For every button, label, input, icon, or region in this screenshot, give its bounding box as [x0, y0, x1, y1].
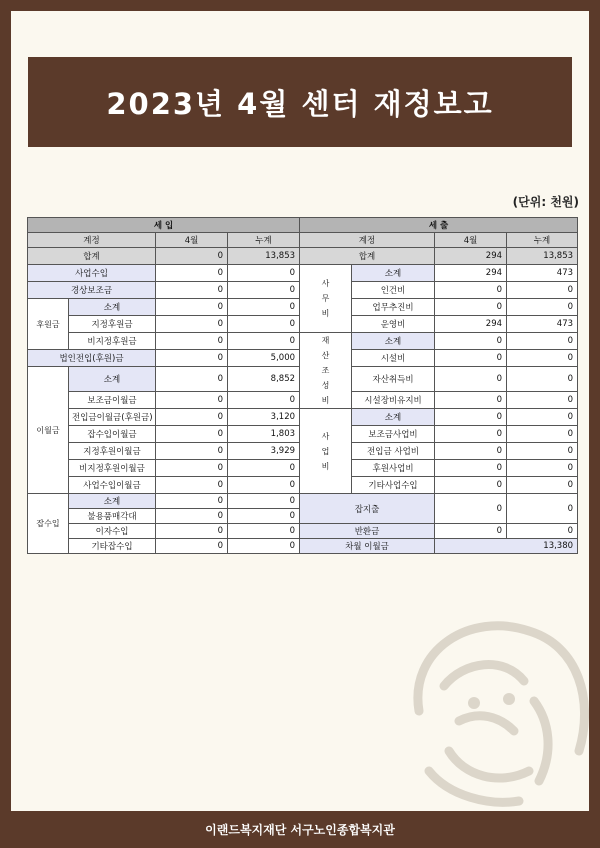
carryover-subtotal-label: 소계 — [69, 367, 156, 392]
report-page — [11, 11, 589, 811]
asset-acquisition-label: 자산취득비 — [352, 367, 435, 392]
business-carryover-label: 사업수입이월금 — [69, 477, 156, 494]
income-total-label: 합계 — [28, 248, 156, 265]
corporate-transfer-label: 법인전입(후원)금 — [28, 350, 156, 367]
misc-subtotal-label: 소계 — [69, 494, 156, 509]
finance-table — [27, 217, 578, 554]
misc-expense-month: 0 — [435, 494, 507, 524]
designated-donation-cum: 0 — [228, 316, 300, 333]
business-carryover-month: 0 — [156, 477, 228, 494]
title-banner — [28, 57, 572, 147]
designated-carryover-cum: 3,929 — [228, 443, 300, 460]
subsidy-program-cum: 0 — [507, 426, 578, 443]
undesignated-carryover-cum: 0 — [228, 460, 300, 477]
equipment-maintenance-month: 0 — [435, 392, 507, 409]
donation-program-month: 0 — [435, 460, 507, 477]
transfer-carryover-cum: 3,120 — [228, 409, 300, 426]
subsidy-program-label: 보조금사업비 — [352, 426, 435, 443]
other-misc-month: 0 — [156, 539, 228, 554]
business-income-month: 0 — [156, 265, 228, 282]
transfer-program-label: 전입금 사업비 — [352, 443, 435, 460]
carryover-subtotal-cum: 8,852 — [228, 367, 300, 392]
asset-acquisition-month: 0 — [435, 367, 507, 392]
refund-month: 0 — [435, 524, 507, 539]
transfer-carryover-month: 0 — [156, 409, 228, 426]
income-total-cum: 13,853 — [228, 248, 300, 265]
undesignated-carryover-month: 0 — [156, 460, 228, 477]
undesignated-donation-month: 0 — [156, 333, 228, 350]
business-promotion-label: 업무추진비 — [352, 299, 435, 316]
income-total-month: 0 — [156, 248, 228, 265]
expense-total-cum: 13,853 — [507, 248, 578, 265]
personnel-label: 인건비 — [352, 282, 435, 299]
undesignated-donation-label: 비지정후원금 — [69, 333, 156, 350]
footer-org-name: 이랜드복지재단 서구노인종합복지관 — [205, 823, 395, 837]
operating-cost-month: 294 — [435, 316, 507, 333]
business-income-label: 사업수입 — [28, 265, 156, 282]
misc-subtotal-cum: 0 — [228, 494, 300, 509]
donation-subtotal-month: 0 — [156, 299, 228, 316]
property-expense-group: 재 산 조 성 비 — [300, 333, 352, 409]
office-expense-group: 사 무 비 — [300, 265, 352, 333]
expense-cum-header: 누계 — [507, 233, 578, 248]
office-subtotal-label: 소계 — [352, 265, 435, 282]
expense-total-label: 합계 — [300, 248, 435, 265]
subsidy-month: 0 — [156, 282, 228, 299]
property-subtotal-month: 0 — [435, 333, 507, 350]
designated-donation-label: 지정후원금 — [69, 316, 156, 333]
facility-cost-label: 시설비 — [352, 350, 435, 367]
other-program-cum: 0 — [507, 477, 578, 494]
subsidy-carryover-month: 0 — [156, 392, 228, 409]
expense-total-month: 294 — [435, 248, 507, 265]
transfer-program-cum: 0 — [507, 443, 578, 460]
property-subtotal-cum: 0 — [507, 333, 578, 350]
corporate-transfer-cum: 5,000 — [228, 350, 300, 367]
program-subtotal-label: 소계 — [352, 409, 435, 426]
other-misc-cum: 0 — [228, 539, 300, 554]
interest-income-cum: 0 — [228, 524, 300, 539]
operating-cost-cum: 473 — [507, 316, 578, 333]
business-promotion-month: 0 — [435, 299, 507, 316]
designated-carryover-label: 지정후원이월금 — [69, 443, 156, 460]
subsidy-carryover-label: 보조금이월금 — [69, 392, 156, 409]
donation-subtotal-label: 소계 — [69, 299, 156, 316]
donation-program-label: 후원사업비 — [352, 460, 435, 477]
surplus-sale-label: 불용품매각대 — [69, 509, 156, 524]
misc-expense-label: 잡지출 — [300, 494, 435, 524]
facility-cost-cum: 0 — [507, 350, 578, 367]
donation-program-cum: 0 — [507, 460, 578, 477]
income-account-header: 계정 — [28, 233, 156, 248]
donation-subtotal-cum: 0 — [228, 299, 300, 316]
office-subtotal-month: 294 — [435, 265, 507, 282]
business-carryover-cum: 0 — [228, 477, 300, 494]
income-header: 세 입 — [28, 218, 300, 233]
business-income-cum: 0 — [228, 265, 300, 282]
property-subtotal-label: 소계 — [352, 333, 435, 350]
designated-donation-month: 0 — [156, 316, 228, 333]
income-month-header: 4월 — [156, 233, 228, 248]
unit-label: (단위: 천원) — [512, 195, 579, 209]
elderly-face-watermark — [389, 591, 589, 811]
program-expense-group: 사 업 비 — [300, 409, 352, 494]
undesignated-carryover-label: 비지정후원이월금 — [69, 460, 156, 477]
subsidy-cum: 0 — [228, 282, 300, 299]
personnel-month: 0 — [435, 282, 507, 299]
misc-carryover-month: 0 — [156, 426, 228, 443]
subsidy-label: 경상보조금 — [28, 282, 156, 299]
surplus-sale-cum: 0 — [228, 509, 300, 524]
transfer-carryover-label: 전입금이월금(후원금) — [69, 409, 156, 426]
next-month-carryover-label: 차월 이월금 — [300, 539, 435, 554]
business-promotion-cum: 0 — [507, 299, 578, 316]
misc-carryover-cum: 1,803 — [228, 426, 300, 443]
facility-cost-month: 0 — [435, 350, 507, 367]
program-subtotal-month: 0 — [435, 409, 507, 426]
program-subtotal-cum: 0 — [507, 409, 578, 426]
interest-income-month: 0 — [156, 524, 228, 539]
expense-header: 세 출 — [300, 218, 578, 233]
carryover-group: 이월금 — [28, 367, 69, 494]
other-program-month: 0 — [435, 477, 507, 494]
donation-group: 후원금 — [28, 299, 69, 350]
misc-subtotal-month: 0 — [156, 494, 228, 509]
equipment-maintenance-cum: 0 — [507, 392, 578, 409]
misc-income-group: 잡수입 — [28, 494, 69, 554]
subsidy-program-month: 0 — [435, 426, 507, 443]
corporate-transfer-month: 0 — [156, 350, 228, 367]
designated-carryover-month: 0 — [156, 443, 228, 460]
asset-acquisition-cum: 0 — [507, 367, 578, 392]
income-cum-header: 누계 — [228, 233, 300, 248]
other-misc-label: 기타잡수입 — [69, 539, 156, 554]
expense-month-header: 4월 — [435, 233, 507, 248]
office-subtotal-cum: 473 — [507, 265, 578, 282]
personnel-cum: 0 — [507, 282, 578, 299]
expense-account-header: 계정 — [300, 233, 435, 248]
other-program-label: 기타사업수입 — [352, 477, 435, 494]
misc-carryover-label: 잡수입이월금 — [69, 426, 156, 443]
undesignated-donation-cum: 0 — [228, 333, 300, 350]
equipment-maintenance-label: 시설장비유지비 — [352, 392, 435, 409]
operating-cost-label: 운영비 — [352, 316, 435, 333]
carryover-subtotal-month: 0 — [156, 367, 228, 392]
surplus-sale-month: 0 — [156, 509, 228, 524]
subsidy-carryover-cum: 0 — [228, 392, 300, 409]
misc-expense-cum: 0 — [507, 494, 578, 524]
next-month-carryover-value: 13,380 — [435, 539, 578, 554]
page-title: 2023년 4월 센터 재정보고 — [106, 86, 494, 121]
interest-income-label: 이자수입 — [69, 524, 156, 539]
transfer-program-month: 0 — [435, 443, 507, 460]
refund-label: 반환금 — [300, 524, 435, 539]
refund-cum: 0 — [507, 524, 578, 539]
